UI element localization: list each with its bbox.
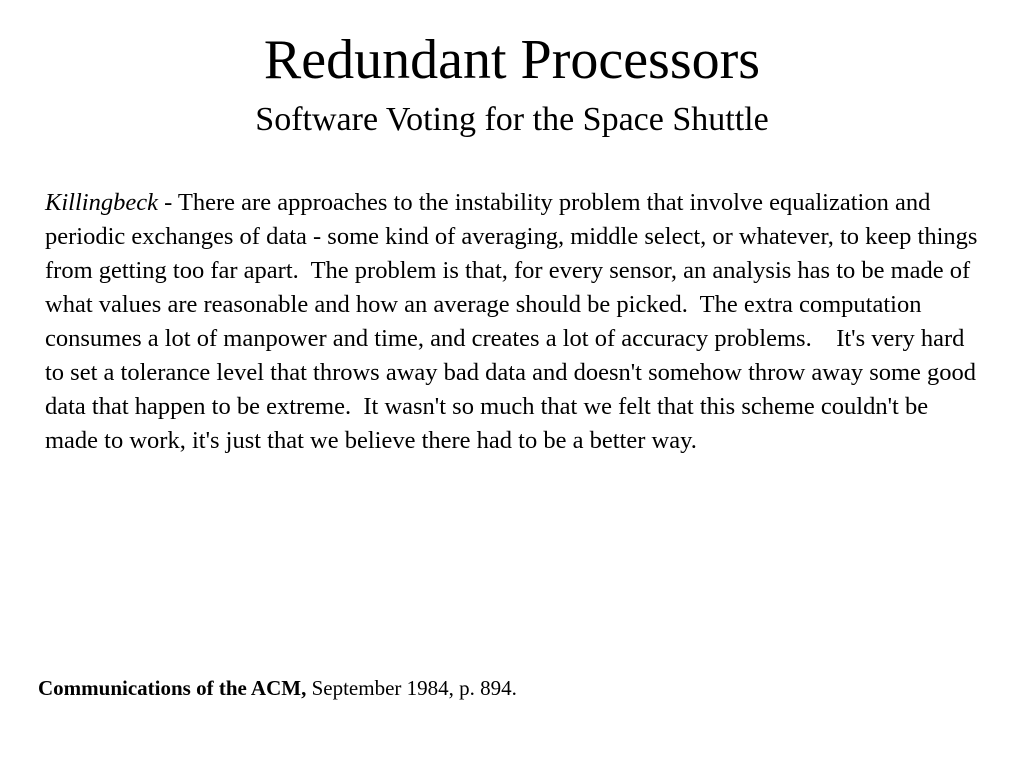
citation (38, 674, 978, 702)
quote-speaker: Killingbeck (45, 189, 158, 216)
slide-title: Redundant Processors (263, 29, 761, 91)
quote-paragraph (45, 186, 984, 458)
citation-detail: September 1984, p. 894. (306, 676, 517, 700)
slide-subtitle: Software Voting for the Space Shuttle (255, 101, 769, 138)
quote-separator: - (157, 189, 178, 216)
citation-source: Communications of the ACM, (38, 676, 307, 700)
quote-text: There are approaches to the instability problem that involve equalization and periodic exchanges of data - some kind of averaging, middle select, or whatever, to keep things from getting too far apart. The problem is that, for every sensor, an analysis has to be made of what values are reasonable and how an average should be picked. The extra computation consumes a lot of manpower and time, and creates a lot of accuracy problems. It's very hard to set a tolerance level that throws away bad data and doesn't somehow throw away some good data that happen to be extreme. It wasn't so much that we felt that this scheme couldn't be made to work, it's just that we believe there had to be a better way. (45, 189, 984, 454)
